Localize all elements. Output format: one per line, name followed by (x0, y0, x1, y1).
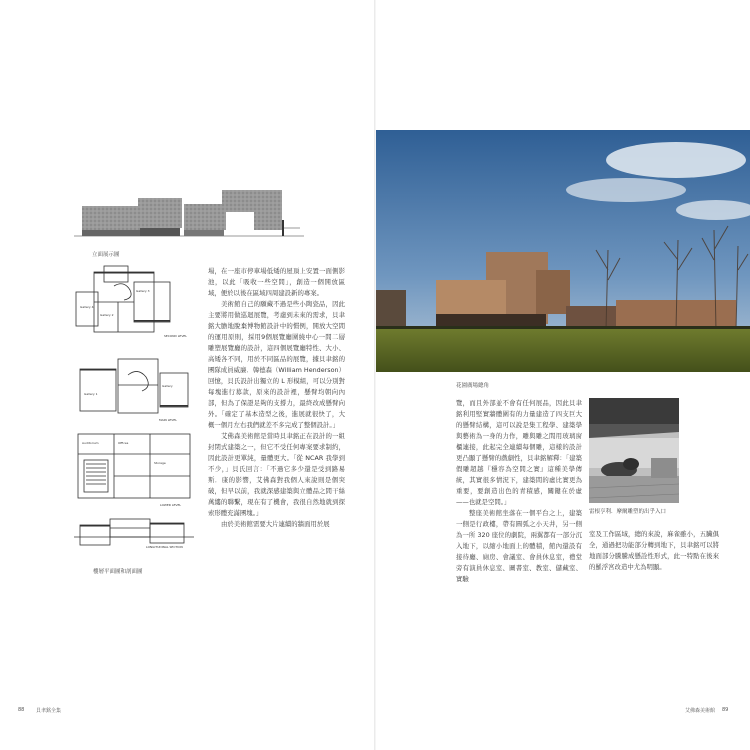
paragraph: 覽，而且外部並不會有任何展品，因此貝聿銘利用堅實牆體圍有的力量建造了四支巨大的懸臂結構，這可以說是集工程學、建築學與藝術為一身的力作，雕與雕之間用玻璃窗櫃連接，此起完全連續每個雕，這樣的設計更凸顯了懸臂的戲劇性，貝聿銘解釋：「建築假雕超越『穩容為空間之實』這種美學傳統，其實很多情況下，建築間的虛比實更為重要，要創造出色的青積感，關鍵在於虛——也就是空間。」 (456, 399, 582, 506)
main-level-plan (74, 355, 194, 425)
svg-text:Gallery 1: Gallery 1 (84, 392, 98, 396)
paragraph: 由於美術館需要大片連續的牆面用於展 (221, 520, 330, 528)
paragraph: 場，在一座市停車場低矮的屋頂上安置一面側影池，以此「吸收一些空間」，創造一個開放區域，便於以後在區域四周建設新的專案。 (208, 267, 345, 297)
right-running-title: 艾佛森美術館 (685, 708, 716, 714)
lower-level-plan (74, 430, 194, 510)
small-photo-caption: 雷根亨利．摩爾雕塑的出乎入口 (589, 509, 667, 515)
page-gutter (374, 0, 376, 750)
paragraph: 艾佛森美術館是當時貝聿銘正在設計的一組封閉式建築之一，但它不受任何專案要求制約，因此設計更單純，量體更大。「從 NCAR 我學到不少，」貝氏回言：「不過它多少還是受到路易斯．康的影響，艾佛森對我個人來說則是個突破，但早以前，我就深感建築與立體品之間干絲萬縷的聯繫，現在有了機會，我很自然地就到探索形體充滿團塊。」 (208, 432, 345, 517)
label-lower-level: LOWER LEVEL (160, 503, 182, 507)
label-main-level: MAIN LEVEL (159, 418, 177, 422)
right-text-column-1 (456, 398, 582, 585)
svg-text:Gallery 2: Gallery 2 (100, 313, 114, 317)
main-photo-caption: 花園廣場總角 (456, 383, 490, 389)
left-page-number: 88 (18, 707, 25, 713)
paragraph: 美術館自己的願藏不過是些小陶瓷品，因此主要將用做巡迴展覽，考慮到未來的需求，貝聿銘大膽地脫棄博物館設計中的慣例，開放大空間的運用原則，採用9個展覽廳圍繞中心一間二層雕塑展覽廳的設計，這四個展覽廳特性、大小、高矮各不同，用於不同區品的展覽，據貝聿銘的團隊成員威廉．韓德森（William Henderson）回憶，貝氏設計出獨立的 L 形模組，可以分別對每塊進行募款，原來的設計裡，懸臂均朝向內部，但為了保證足夠的支撐力，最終改成懸臂向外。「確定了基本造型之後，進展就很快了，大概一個月左右我們就差不多完成了整個設計。」 (208, 300, 345, 429)
svg-text:Offices: Offices (118, 441, 129, 445)
paragraph: 室及工作區域，總的來說，麻雀雖小，五臟俱全，通過把功能部分轉到地下，貝聿銘可以將地面部分騰騰成懸詮性形式，此一特點在後來的羅浮宮改造中尤為明顯。 (589, 530, 719, 571)
sculpture-entrance-photo (589, 398, 679, 503)
longitudinal-section (74, 515, 194, 549)
svg-text:Storage: Storage (154, 461, 166, 465)
label-second-level: SECOND LEVEL (164, 334, 187, 338)
elevation-caption: 立面展示圖 (92, 252, 120, 258)
left-running-title: 貝聿銘全集 (36, 708, 62, 714)
svg-text:Auditorium: Auditorium (82, 441, 99, 445)
elevation-drawing (74, 184, 304, 244)
second-level-plan (74, 262, 194, 344)
plans-caption: 樓層平面圖和剖面圖 (93, 569, 143, 575)
paragraph: 整座美術館坐落在一個平台之上，建築一側是行政樓，帶有圓弧之小天井，另一側為一所 320 座位的劇院，兩翼都有一部分沉入地下，以縮小地面上的體積，館內還設有接待廳、廁房、會議室、會員休息室，禮堂旁有演員休息室、圖書室、教室、儲藏室、實驗 (456, 509, 582, 583)
garden-plaza-photo (376, 130, 750, 372)
svg-text:Gallery 3: Gallery 3 (136, 289, 150, 293)
left-text-column (208, 266, 345, 530)
right-page-number: 89 (722, 707, 729, 713)
svg-text:Gallery: Gallery (162, 384, 173, 388)
right-text-column-2 (589, 529, 719, 573)
label-section: LONGITUDINAL SECTION (146, 545, 183, 549)
svg-text:Gallery 4: Gallery 4 (80, 305, 94, 309)
